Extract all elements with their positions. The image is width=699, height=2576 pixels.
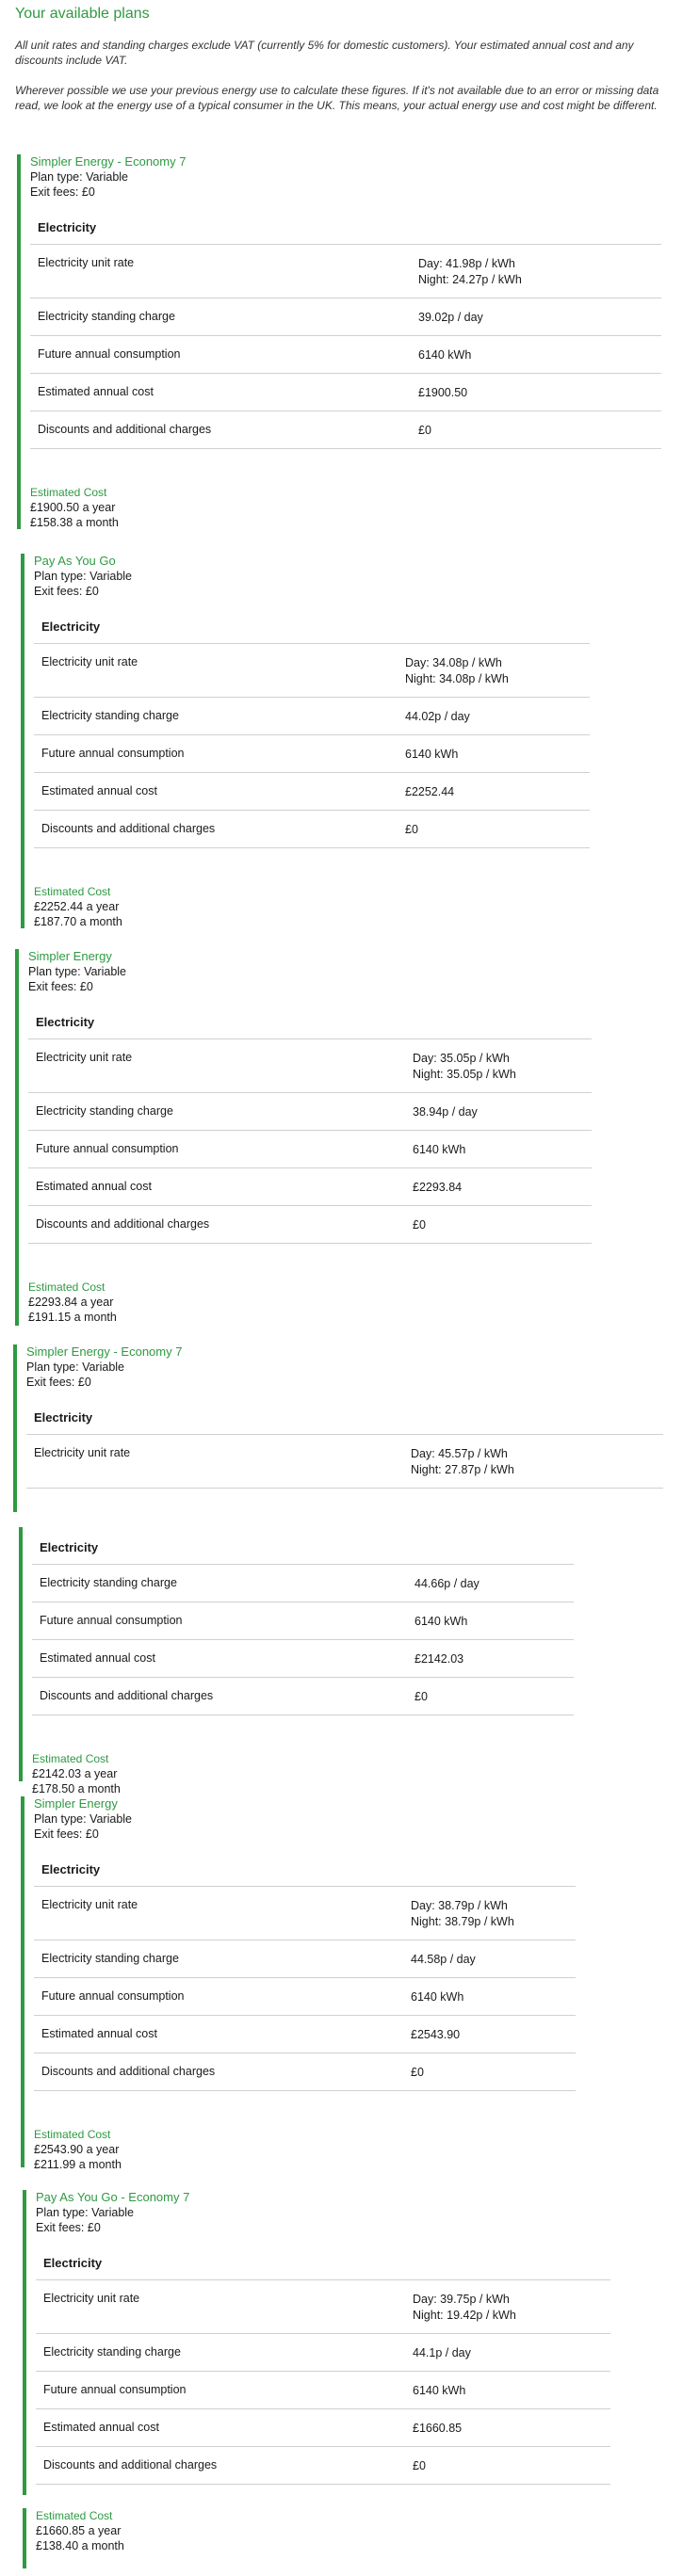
plan-card xyxy=(15,949,599,1326)
standing-charge-value: 39.02p / day xyxy=(418,311,483,324)
row-annual-cost xyxy=(36,2409,610,2447)
row-label: Future annual consumption xyxy=(43,2383,187,2396)
row-label: Future annual consumption xyxy=(38,347,181,361)
exit-fees: Exit fees: £0 xyxy=(36,2221,101,2234)
row-value xyxy=(411,1446,514,1478)
row-annual-cost xyxy=(28,1168,592,1206)
plan-type: Plan type: Variable xyxy=(28,965,126,978)
consumption-value: 6140 kWh xyxy=(411,1990,464,2004)
row-label: Future annual consumption xyxy=(36,1142,179,1155)
estimated-cost-year: £1660.85 a year xyxy=(36,2524,122,2537)
plan-type: Plan type: Variable xyxy=(26,1360,124,1374)
plan-name: Simpler Energy xyxy=(28,949,112,963)
consumption-value: 6140 kWh xyxy=(418,348,472,362)
standing-charge-value: 44.1p / day xyxy=(413,2346,471,2359)
annual-cost-value: £2142.03 xyxy=(415,1652,464,1666)
estimated-cost-label: Estimated Cost xyxy=(34,2128,111,2141)
unit-rate-day: Day: 38.79p / kWh xyxy=(411,1899,508,1912)
estimated-cost-month: £178.50 a month xyxy=(32,1782,121,1795)
intro-usage-note: Wherever possible we use your previous energy use to calculate these figures. If it's not available due to an error or missing data read, we look at the energy use of a typical consumer in the UK. This means, your actual energy use and cost might be different. xyxy=(15,84,659,112)
row-label: Electricity standing charge xyxy=(41,709,179,722)
plan-name: Simpler Energy - Economy 7 xyxy=(26,1344,183,1359)
row-unit-rate xyxy=(36,2280,610,2334)
row-label: Electricity standing charge xyxy=(40,1576,177,1589)
intro-vat-note: All unit rates and standing charges exclude VAT (currently 5% for domestic customers). Your estimated annual cost and any discounts include VAT. xyxy=(15,39,634,67)
discounts-value: £0 xyxy=(405,823,418,836)
row-consumption xyxy=(28,1131,592,1168)
unit-rate-day: Day: 45.57p / kWh xyxy=(411,1447,508,1460)
row-label: Electricity standing charge xyxy=(43,2345,181,2359)
estimated-cost-year: £2252.44 a year xyxy=(34,900,120,913)
unit-rate-day: Day: 39.75p / kWh xyxy=(413,2293,510,2306)
unit-rate-night: Night: 24.27p / kWh xyxy=(418,273,522,286)
annual-cost-value: £2252.44 xyxy=(405,785,455,798)
exit-fees: Exit fees: £0 xyxy=(34,585,99,598)
estimated-cost-month: £211.99 a month xyxy=(34,2158,122,2171)
row-label: Estimated annual cost xyxy=(41,784,157,797)
row-discounts xyxy=(34,811,590,848)
estimated-cost-month: £187.70 a month xyxy=(34,915,122,928)
plan-name: Simpler Energy - Economy 7 xyxy=(30,154,187,169)
row-label: Discounts and additional charges xyxy=(41,822,216,835)
row-unit-rate xyxy=(34,1887,576,1940)
unit-rate-night: Night: 34.08p / kWh xyxy=(405,672,509,685)
discounts-value: £0 xyxy=(411,2066,424,2079)
rates-table xyxy=(30,244,661,449)
row-label: Electricity unit rate xyxy=(38,256,135,269)
unit-rate-day: Day: 34.08p / kWh xyxy=(405,656,502,669)
row-label: Electricity unit rate xyxy=(41,1898,138,1911)
rates-table xyxy=(34,643,590,848)
row-label: Estimated annual cost xyxy=(38,385,154,398)
estimated-cost-year: £2293.84 a year xyxy=(28,1296,114,1309)
section-title-electricity: Electricity xyxy=(43,2256,103,2270)
estimated-cost-label: Estimated Cost xyxy=(36,2509,113,2522)
standing-charge-value: 44.66p / day xyxy=(415,1577,480,1590)
row-standing-charge xyxy=(30,298,661,336)
plan-type: Plan type: Variable xyxy=(34,1812,132,1826)
row-label: Discounts and additional charges xyxy=(41,2065,216,2078)
row-label: Discounts and additional charges xyxy=(43,2458,218,2471)
row-value xyxy=(413,2292,516,2324)
unit-rate-night: Night: 35.05p / kWh xyxy=(413,1068,516,1081)
row-annual-cost xyxy=(34,773,590,811)
row-discounts xyxy=(34,2053,576,2091)
row-consumption xyxy=(32,1602,574,1640)
unit-rate-night: Night: 38.79p / kWh xyxy=(411,1915,514,1928)
section-title-electricity: Electricity xyxy=(38,220,97,234)
row-label: Discounts and additional charges xyxy=(38,423,212,436)
unit-rate-night: Night: 27.87p / kWh xyxy=(411,1463,514,1476)
section-title-electricity: Electricity xyxy=(41,1862,101,1876)
section-title-electricity: Electricity xyxy=(41,620,101,634)
estimated-cost-month: £158.38 a month xyxy=(30,516,119,529)
row-value xyxy=(418,256,522,288)
unit-rate-day: Day: 41.98p / kWh xyxy=(418,257,515,270)
plan-card-continued xyxy=(19,1527,575,1795)
plan-type: Plan type: Variable xyxy=(30,170,128,184)
row-discounts xyxy=(36,2447,610,2485)
row-label: Discounts and additional charges xyxy=(40,1689,214,1702)
row-label: Estimated annual cost xyxy=(43,2421,159,2434)
rates-table xyxy=(36,2279,610,2485)
row-label: Estimated annual cost xyxy=(40,1651,155,1665)
row-label: Electricity standing charge xyxy=(38,310,175,323)
unit-rate-night: Night: 19.42p / kWh xyxy=(413,2309,516,2322)
rates-table xyxy=(28,1038,592,1244)
estimated-cost-label: Estimated Cost xyxy=(30,486,107,499)
annual-cost-value: £2543.90 xyxy=(411,2028,461,2041)
standing-charge-value: 38.94p / day xyxy=(413,1105,478,1119)
row-annual-cost xyxy=(32,1640,574,1678)
annual-cost-value: £1900.50 xyxy=(418,386,468,399)
estimated-cost-year: £1900.50 a year xyxy=(30,501,116,514)
row-label: Estimated annual cost xyxy=(41,2027,157,2040)
row-label: Discounts and additional charges xyxy=(36,1217,210,1231)
plan-card xyxy=(17,154,676,529)
discounts-value: £0 xyxy=(413,2459,426,2472)
row-annual-cost xyxy=(34,2016,576,2053)
standing-charge-value: 44.58p / day xyxy=(411,1953,476,1966)
discounts-value: £0 xyxy=(418,424,431,437)
estimated-cost-month: £191.15 a month xyxy=(28,1311,117,1324)
row-value xyxy=(413,1051,516,1083)
consumption-value: 6140 kWh xyxy=(413,2384,466,2397)
estimated-cost-label: Estimated Cost xyxy=(34,885,111,898)
estimated-cost-year: £2142.03 a year xyxy=(32,1767,118,1780)
row-unit-rate xyxy=(30,245,661,298)
row-unit-rate xyxy=(28,1039,592,1093)
row-value xyxy=(405,655,509,687)
exit-fees: Exit fees: £0 xyxy=(30,185,95,199)
plan-card xyxy=(21,554,605,928)
plan-type: Plan type: Variable xyxy=(36,2206,134,2219)
row-label: Electricity unit rate xyxy=(36,1051,133,1064)
page-title: Your available plans xyxy=(15,6,150,22)
row-consumption xyxy=(34,1978,576,2016)
row-label: Electricity unit rate xyxy=(34,1446,131,1459)
row-consumption xyxy=(34,735,590,773)
row-label: Electricity unit rate xyxy=(43,2292,140,2305)
row-label: Electricity standing charge xyxy=(36,1104,173,1118)
row-standing-charge xyxy=(34,1940,576,1978)
row-standing-charge xyxy=(36,2334,610,2372)
section-title-electricity: Electricity xyxy=(34,1410,93,1425)
row-label: Future annual consumption xyxy=(41,747,185,760)
plan-card xyxy=(13,1344,663,1512)
row-annual-cost xyxy=(30,374,661,411)
exit-fees: Exit fees: £0 xyxy=(34,1827,99,1841)
row-value xyxy=(411,1898,514,1930)
row-label: Electricity standing charge xyxy=(41,1952,179,1965)
rates-table xyxy=(26,1434,663,1489)
plan-name: Pay As You Go xyxy=(34,554,116,568)
plan-card xyxy=(21,1796,577,2171)
discounts-value: £0 xyxy=(413,1218,426,1232)
row-label: Estimated annual cost xyxy=(36,1180,152,1193)
row-unit-rate xyxy=(34,644,590,698)
section-title-electricity: Electricity xyxy=(36,1015,95,1029)
plan-card xyxy=(23,2190,616,2495)
row-consumption xyxy=(36,2372,610,2409)
consumption-value: 6140 kWh xyxy=(415,1615,468,1628)
rates-table xyxy=(34,1886,576,2091)
consumption-value: 6140 kWh xyxy=(413,1143,466,1156)
estimated-cost-label: Estimated Cost xyxy=(32,1752,109,1765)
row-discounts xyxy=(30,411,661,449)
row-standing-charge xyxy=(34,698,590,735)
row-label: Future annual consumption xyxy=(41,1989,185,2003)
plan-type: Plan type: Variable xyxy=(34,570,132,583)
section-title-electricity: Electricity xyxy=(40,1540,99,1554)
row-standing-charge xyxy=(28,1093,592,1131)
estimated-cost-label: Estimated Cost xyxy=(28,1280,106,1294)
annual-cost-value: £2293.84 xyxy=(413,1181,463,1194)
plan-name: Simpler Energy xyxy=(34,1796,118,1811)
standing-charge-value: 44.02p / day xyxy=(405,710,470,723)
exit-fees: Exit fees: £0 xyxy=(26,1376,91,1389)
estimated-cost-month: £138.40 a month xyxy=(36,2539,124,2552)
row-unit-rate xyxy=(26,1435,663,1489)
row-discounts xyxy=(32,1678,574,1715)
annual-cost-value: £1660.85 xyxy=(413,2422,463,2435)
plan-name: Pay As You Go - Economy 7 xyxy=(36,2190,190,2204)
exit-fees: Exit fees: £0 xyxy=(28,980,93,993)
row-label: Electricity unit rate xyxy=(41,655,138,668)
unit-rate-day: Day: 35.05p / kWh xyxy=(413,1052,510,1065)
rates-table xyxy=(32,1564,574,1715)
row-standing-charge xyxy=(32,1565,574,1602)
plan-card-continued xyxy=(23,2508,305,2568)
row-label: Future annual consumption xyxy=(40,1614,183,1627)
row-discounts xyxy=(28,1206,592,1244)
row-consumption xyxy=(30,336,661,374)
discounts-value: £0 xyxy=(415,1690,428,1703)
estimated-cost-year: £2543.90 a year xyxy=(34,2143,120,2156)
consumption-value: 6140 kWh xyxy=(405,748,459,761)
